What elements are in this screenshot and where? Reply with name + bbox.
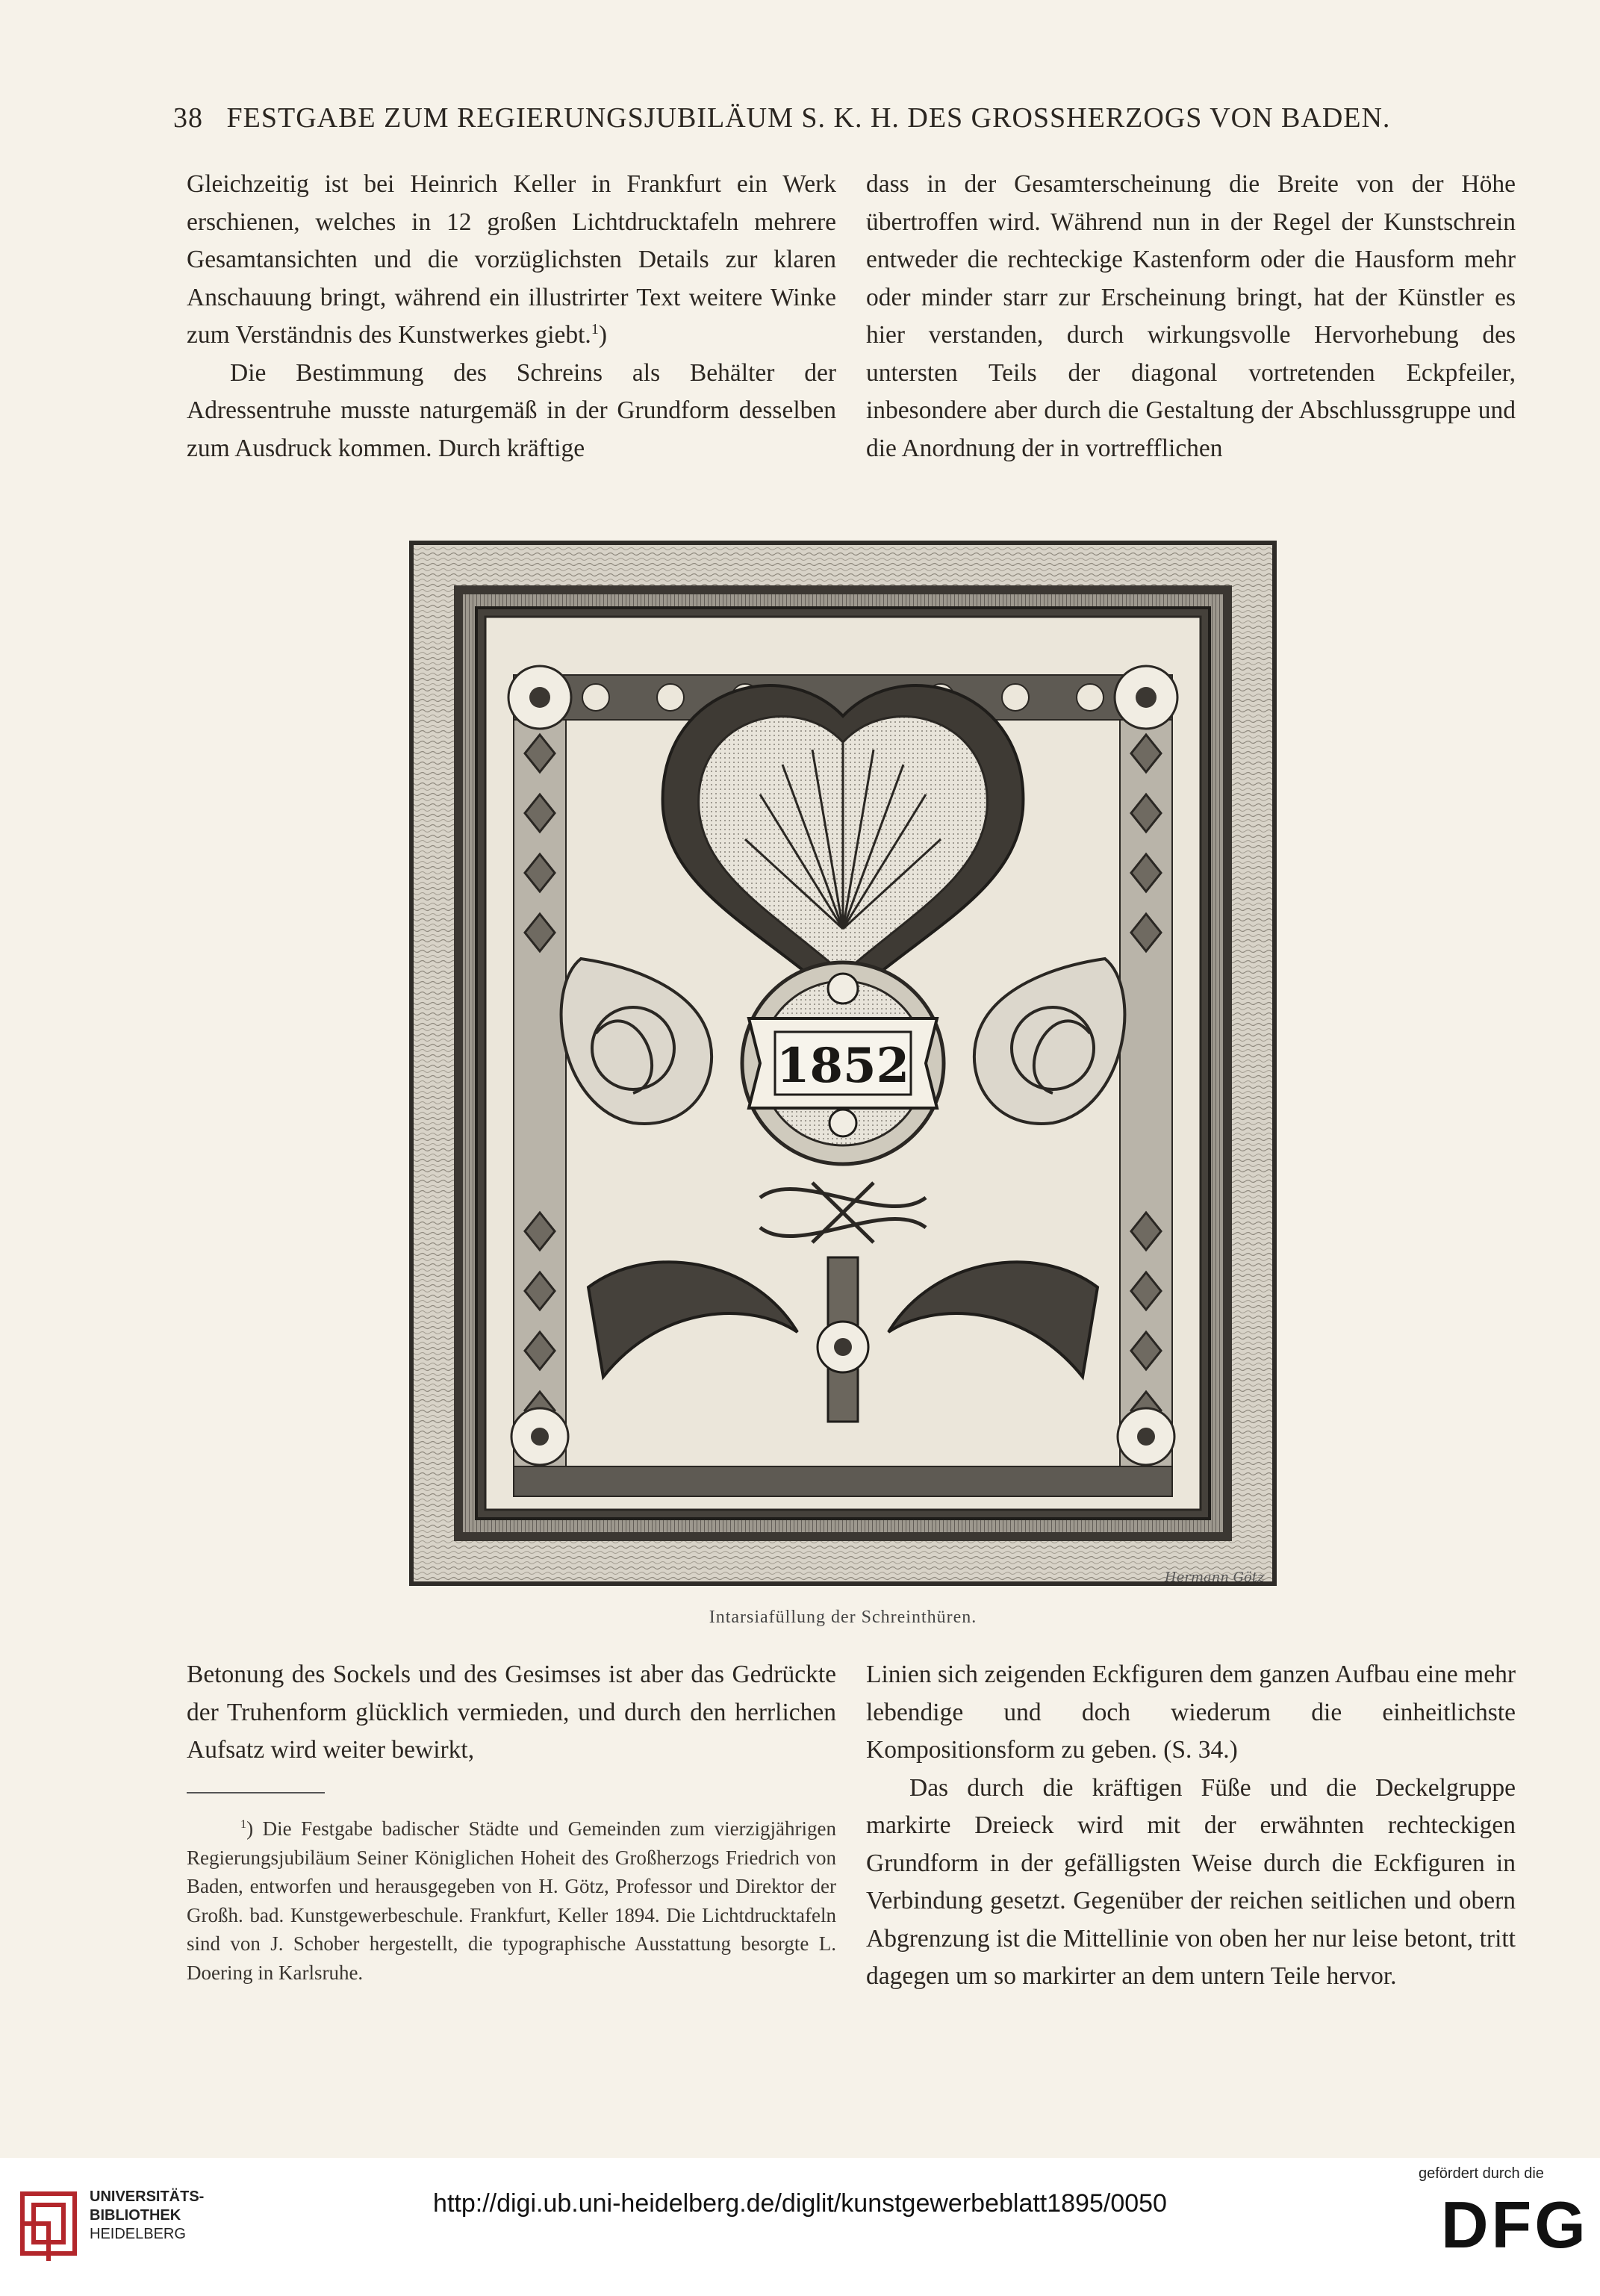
paragraph: Das durch die kräftigen Füße und die Deckelgruppe markirte Dreieck wird mit der erwähnten rechteckigen Grundform in der gefälligsten Weise durch die Eckfiguren in Verbindung gesetzt. Gegenüber der reichen seitlichen und obern Abgrenzung ist die Mittellinie von oben her nur leise betont, tritt dagegen um so markirter an dem untern Teile hervor. xyxy=(866,1773,1516,1990)
document-url-link[interactable]: http://digi.ub.uni-heidelberg.de/diglit/kunstgewerbeblatt1895/0050 xyxy=(433,2189,1167,2218)
left-column-top xyxy=(187,166,836,467)
date-plaque: 1852 xyxy=(776,1038,910,1094)
university-library-name: UNIVERSITÄTS- BIBLIOTHEK HEIDELBERG xyxy=(90,2188,205,2242)
ornament-illustration xyxy=(409,541,1277,1586)
footnote-ref: 1 xyxy=(591,320,599,337)
intarsia-figure xyxy=(409,541,1277,1586)
footnote xyxy=(187,1814,836,1987)
running-header xyxy=(173,102,1469,134)
dfg-logo: DFG xyxy=(1441,2188,1589,2262)
funding-note: gefördert durch die xyxy=(1419,2165,1544,2182)
right-column-bottom xyxy=(866,1656,1516,1996)
page-number: 38 xyxy=(173,102,203,134)
figure-caption: Intarsiafüllung der Schreinthüren. xyxy=(709,1608,977,1627)
paragraph: dass in der Gesamterscheinung die Breite von der Höhe übertroffen wird. Während nun in der Regel der Kunstschrein entweder die rechteckige Kastenform oder die Hausform mehr oder minder starr zur Erscheinung bringt, hat der Künstler es hier verstanden, durch wirkungsvolle Hervorhebung des untersten Teils der diagonal vortretenden Eckpfeiler, inbesondere aber durch die Gestaltung der Abschlussgruppe und die Anordnung der in vortrefflichen xyxy=(866,170,1516,462)
artist-signature: Hermann Götz xyxy=(1165,1569,1265,1585)
footnote-text: ) Die Festgabe badischer Städte und Gemeinden zum vierzigjährigen Regierungsjubiläum Seiner Königlichen Hoheit des Großherzogs Friedrich von Baden, entworfen und herausgegeben von H. Götz, Professor und Direktor der Großh. bad. Kunstgewerbeschule. Frankfurt, Keller 1894. Die Lichtdrucktafeln sind von J. Schober hergestellt, die typographische Ausstattung besorgte L. Doering in Karlsruhe. xyxy=(187,1817,836,1984)
footnote-marker: 1 xyxy=(240,1817,247,1831)
paragraph: Betonung des Sockels und des Gesimses ist aber das Gedrückte der Truhenform glücklich vermieden, und durch den herrlichen Aufsatz wird weiter bewirkt, xyxy=(187,1661,836,1764)
viewer-footer xyxy=(0,2158,1600,2296)
running-title: FESTGABE ZUM REGIERUNGSJUBILÄUM S. K. H. DES GROSSHERZOGS VON BADEN. xyxy=(226,102,1391,134)
right-column-top xyxy=(866,166,1516,467)
left-column-bottom xyxy=(187,1656,836,1770)
footnote-divider xyxy=(187,1792,325,1793)
paragraph: Gleichzeitig ist bei Heinrich Keller in Frankfurt ein Werk erschienen, welches in 12 großen Lichtdrucktafeln mehrere Gesamtansichten und die vorzüglichsten Details zur klaren Anschauung bringt, während ein illustrirter Text weitere Winke zum Verständnis des Kunstwerkes giebt.$^1$) xyxy=(187,170,836,349)
paragraph: Linien sich zeigenden Eckfiguren dem ganzen Aufbau eine mehr lebendige und doch wiederum die einheitlichste Kompositionsform zu geben. (S. 34.) xyxy=(866,1661,1516,1764)
paragraph: Die Bestimmung des Schreins als Behälter der Adressentruhe musste naturgemäß in der Grundform desselben zum Ausdruck kommen. Durch kräftige xyxy=(187,358,836,462)
